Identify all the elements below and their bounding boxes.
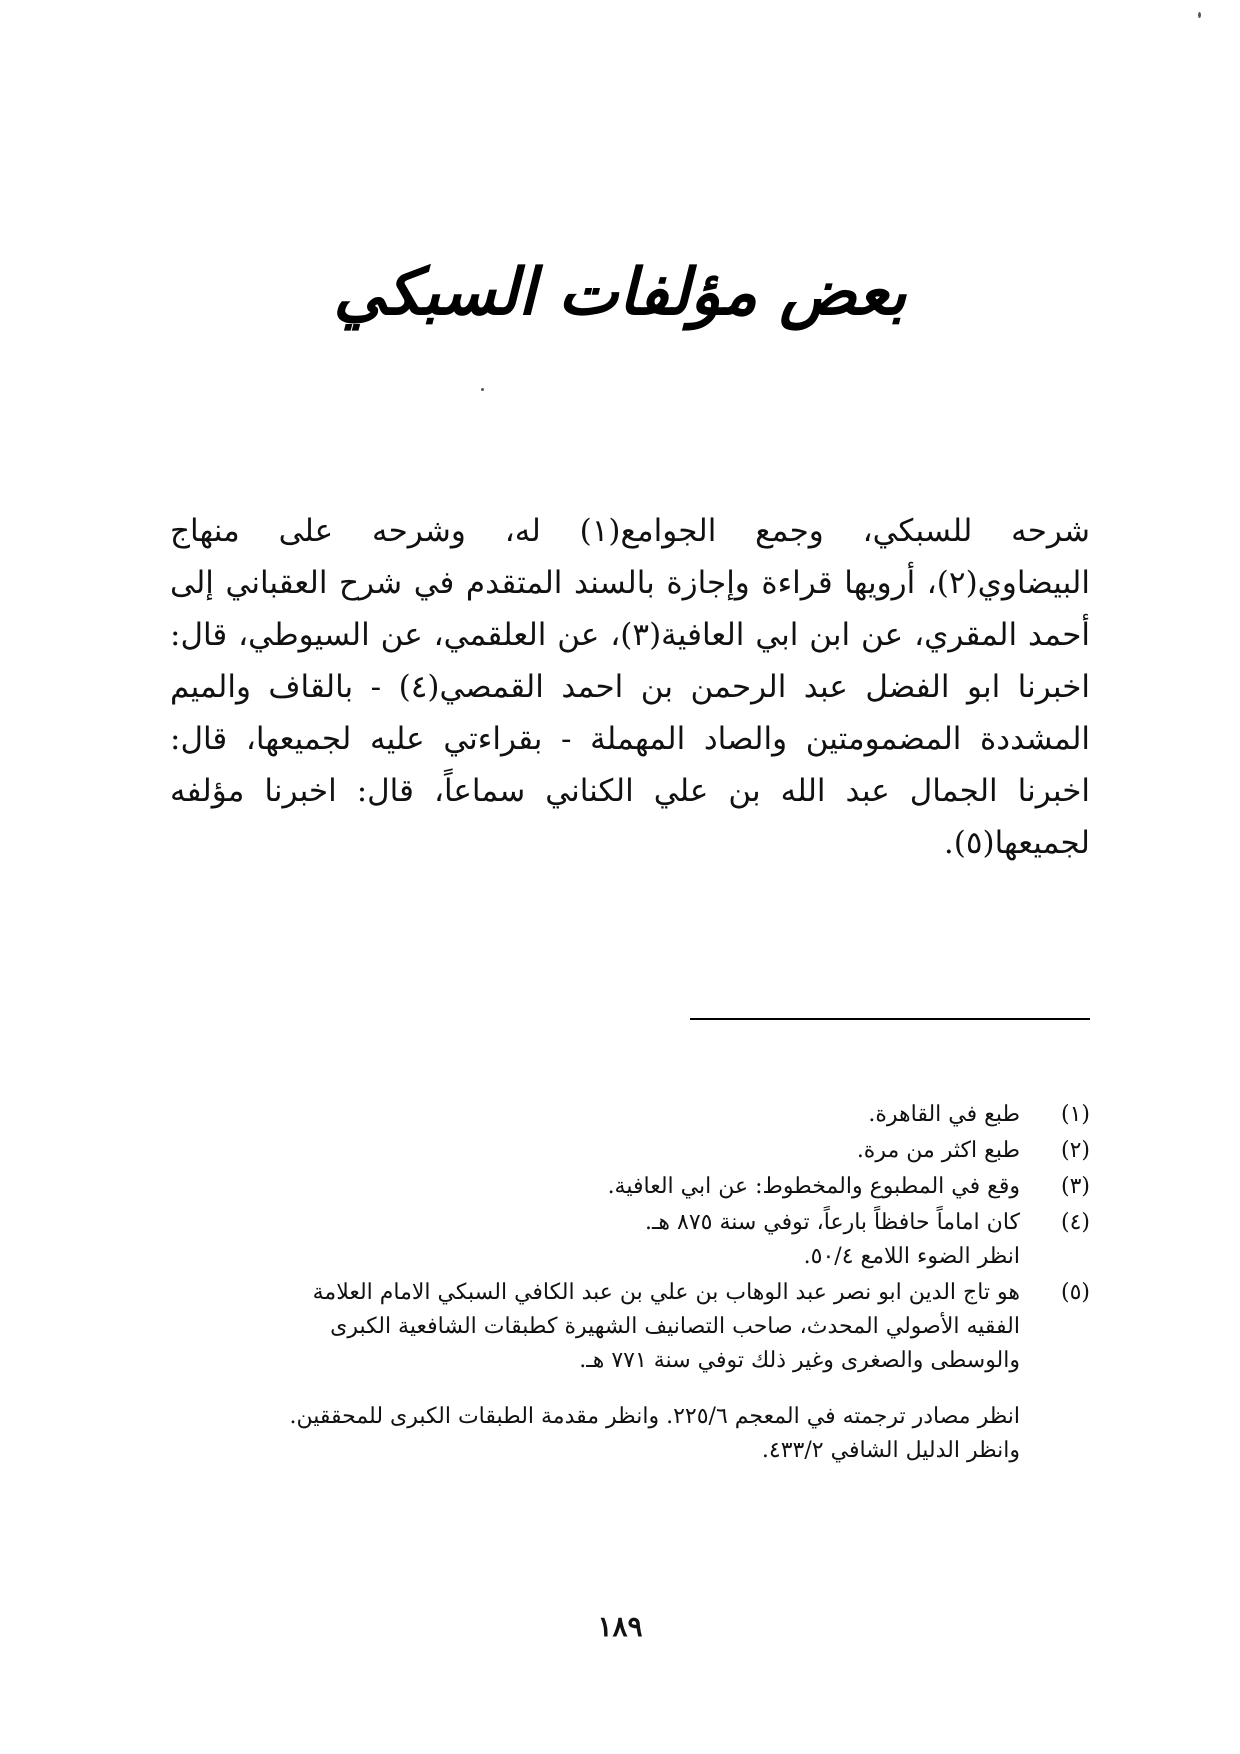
paragraph-line: اخبرنا ابو الفضل عبد الرحمن بن احمد القمصي(٤) - بالقاف والميم	[170, 669, 1090, 705]
footnote-spacer	[160, 1380, 1090, 1400]
footnote	[160, 1134, 1090, 1168]
footnote-text: والوسطى والصغرى وغير ذلك توفي سنة ٧٧١ هـ.	[579, 1348, 1020, 1373]
paragraph-line: أحمد المقري، عن ابن ابي العافية(٣)، عن العلقمي، عن السيوطي، قال:	[170, 617, 1090, 653]
footnote-text: الفقيه الأصولي المحدث، صاحب التصانيف الشهيرة كطبقات الشافعية الكبرى	[330, 1314, 1020, 1339]
scan-speck	[1198, 12, 1201, 18]
footnote-number: (٢)	[1060, 1138, 1090, 1163]
footnote-text: وانظر الدليل الشافي ٤٣٣/٢.	[761, 1438, 1020, 1463]
footnote	[160, 1276, 1090, 1378]
footnote-number: (١)	[1060, 1102, 1090, 1127]
footnote-text: وقع في المطبوع والمخطوط: عن ابي العافية.	[607, 1174, 1020, 1199]
footnote-text: انظر مصادر ترجمته في المعجم ٢٢٥/٦. وانظر مقدمة الطبقات الكبرى للمحققين.	[289, 1404, 1020, 1429]
footnote-separator	[690, 1018, 1090, 1020]
footnote	[160, 1098, 1090, 1132]
footnotes	[160, 1098, 1090, 1470]
page-title: بعض مؤلفات السبكي	[333, 255, 907, 330]
paragraph-line: شرحه للسبكي، وجمع الجوامع(١) له، وشرحه على منهاج	[170, 513, 1091, 549]
footnote-number: (٥)	[1060, 1280, 1090, 1305]
footnote	[160, 1170, 1090, 1204]
footnote-number: (٤)	[1060, 1210, 1090, 1235]
footnote-text: طبع اكثر من مرة.	[856, 1138, 1020, 1163]
scan-speck	[481, 388, 484, 391]
footnote-continuation	[160, 1400, 1090, 1468]
paragraph-line: اخبرنا الجمال عبد الله بن علي الكناني سماعاً، قال: اخبرنا مؤلفه	[170, 773, 1090, 809]
page-number: ١٨٩	[597, 1610, 643, 1643]
footnote-text: كان اماماً حافظاً بارعاً، توفي سنة ٨٧٥ هـ.	[644, 1210, 1020, 1235]
paragraph-line: المشددة المضمومتين والصاد المهملة - بقراءتي عليه لجميعها، قال:	[170, 721, 1090, 757]
footnote-number: (٣)	[1060, 1174, 1090, 1199]
footnote-text: هو تاج الدين ابو نصر عبد الوهاب بن علي بن عبد الكافي السبكي الامام العلامة	[312, 1280, 1020, 1305]
footnote-text: طبع في القاهرة.	[868, 1102, 1020, 1127]
footnote	[160, 1206, 1090, 1274]
main-paragraph	[170, 505, 1090, 869]
footnote-text: انظر الضوء اللامع ٥٠/٤.	[803, 1244, 1020, 1269]
paragraph-line: البيضاوي(٢)، أرويها قراءة وإجازة بالسند المتقدم في شرح العقباني إلى	[170, 565, 1090, 601]
paragraph-line: لجميعها(٥).	[943, 825, 1090, 861]
